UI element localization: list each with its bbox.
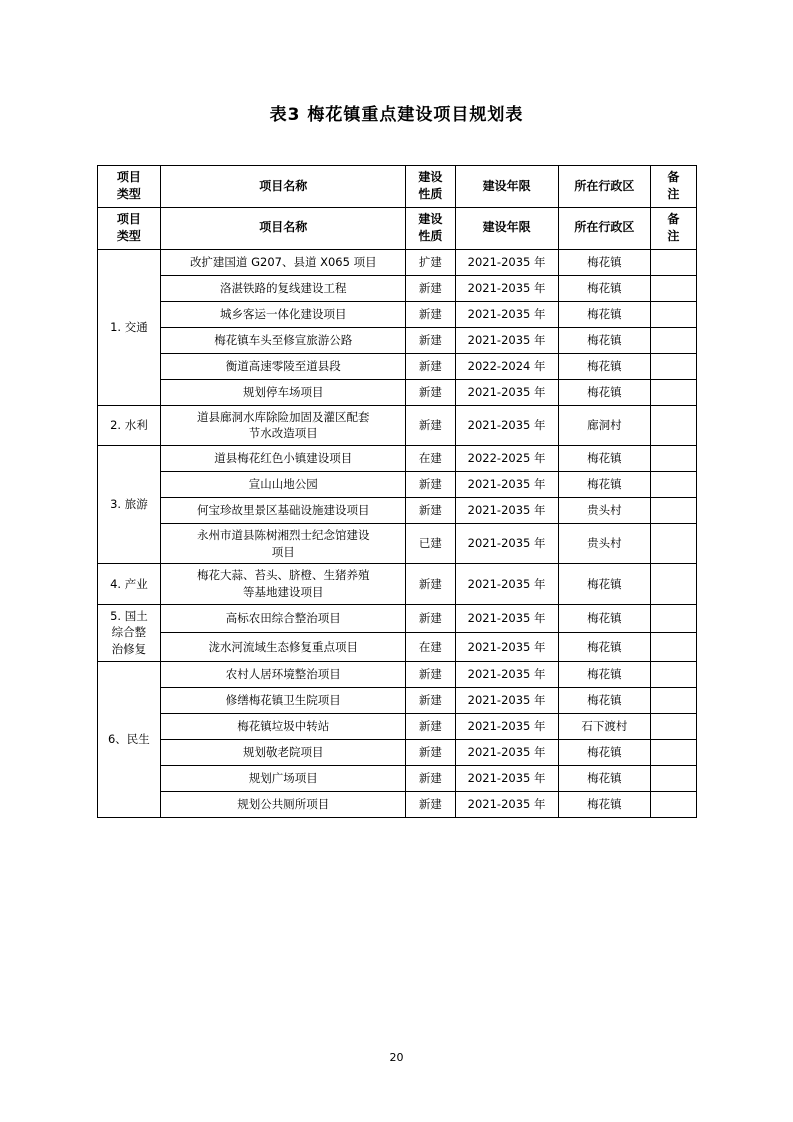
- header-nature: [406, 166, 455, 208]
- cell-region: 梅花镇: [558, 249, 651, 275]
- cell-region: 梅花镇: [558, 791, 651, 817]
- table-row: [97, 739, 696, 765]
- cell-nature: 已建: [406, 523, 455, 563]
- cell-years: 2021-2035 年: [455, 497, 558, 523]
- cell-remark: [651, 275, 696, 301]
- table-row: [97, 379, 696, 405]
- table-row: [97, 713, 696, 739]
- header-project-name: 项目名称: [161, 166, 406, 208]
- cell-nature: 新建: [406, 713, 455, 739]
- cell-nature: 新建: [406, 327, 455, 353]
- cell-years: 2021-2035 年: [455, 739, 558, 765]
- cell-region: 梅花镇: [558, 633, 651, 662]
- cell-region: 梅花镇: [558, 379, 651, 405]
- cell-project-name: 梅花大蒜、苔头、脐橙、生猪养殖 等基地建设项目: [161, 564, 406, 604]
- cell-nature: 新建: [406, 405, 455, 445]
- cell-remark: [651, 405, 696, 445]
- cell-project-name: 规划敬老院项目: [161, 739, 406, 765]
- table-row: [97, 471, 696, 497]
- cell-region: 梅花镇: [558, 604, 651, 633]
- header-project-type-line2: 类型: [116, 187, 141, 202]
- cell-remark: [651, 661, 696, 687]
- cell-region: 梅花镇: [558, 353, 651, 379]
- cell-region: 梅花镇: [558, 687, 651, 713]
- table-header-row-1: [97, 166, 696, 208]
- cell-years: 2021-2035 年: [455, 633, 558, 662]
- header-remark-line1: 备: [667, 170, 680, 184]
- cell-remark: [651, 301, 696, 327]
- cell-project-name: 规划广场项目: [161, 765, 406, 791]
- cell-remark: [651, 604, 696, 633]
- header-remark: [651, 166, 696, 208]
- table-row: [97, 791, 696, 817]
- cell-project-name: 农村人居环境整治项目: [161, 661, 406, 687]
- cell-nature: 新建: [406, 791, 455, 817]
- cell-remark: [651, 791, 696, 817]
- header-nature-repeat-line1: 建设: [418, 211, 443, 226]
- cell-nature: 在建: [406, 633, 455, 662]
- cell-years: 2021-2035 年: [455, 379, 558, 405]
- cell-region: 梅花镇: [558, 661, 651, 687]
- cell-remark: [651, 249, 696, 275]
- cell-project-name: 衡道高速零陵至道县段: [161, 353, 406, 379]
- cell-project-name: 道县梅花红色小镇建设项目: [161, 445, 406, 471]
- cell-remark: [651, 713, 696, 739]
- header-project-type: [97, 166, 161, 208]
- cell-nature: 新建: [406, 604, 455, 633]
- page-number: 20: [389, 1051, 404, 1064]
- cell-remark: [651, 471, 696, 497]
- header-region: 所在行政区: [558, 166, 651, 208]
- cell-years: 2021-2035 年: [455, 604, 558, 633]
- header-project-name-repeat: 项目名称: [161, 207, 406, 249]
- table-row: [97, 604, 696, 633]
- cell-project-name: 修缮梅花镇卫生院项目: [161, 687, 406, 713]
- cell-nature: 新建: [406, 687, 455, 713]
- cell-remark: [651, 739, 696, 765]
- header-project-type-line1: 项目: [116, 170, 141, 184]
- cell-remark: [651, 633, 696, 662]
- cell-project-type: 6、民生: [97, 661, 161, 817]
- cell-remark: [651, 497, 696, 523]
- header-nature-repeat: [406, 207, 455, 249]
- cell-nature: 新建: [406, 661, 455, 687]
- cell-region: 梅花镇: [558, 445, 651, 471]
- cell-region: 石下渡村: [558, 713, 651, 739]
- table-header-row-2: [97, 207, 696, 249]
- cell-project-name: 高标农田综合整治项目: [161, 604, 406, 633]
- cell-project-name: 何宝珍故里景区基础设施建设项目: [161, 497, 406, 523]
- cell-project-name: 永州市道县陈树湘烈士纪念馆建设 项目: [161, 523, 406, 563]
- header-nature-line2: 性质: [418, 187, 443, 202]
- table-row: [97, 523, 696, 563]
- header-years: 建设年限: [455, 166, 558, 208]
- construction-plan-table: [97, 165, 697, 818]
- cell-project-name: 道县廊洞水库除险加固及灌区配套 节水改造项目: [161, 405, 406, 445]
- cell-years: 2021-2035 年: [455, 765, 558, 791]
- cell-years: 2021-2035 年: [455, 301, 558, 327]
- header-nature-line1: 建设: [418, 170, 443, 184]
- header-remark-repeat-line1: 备: [667, 211, 680, 226]
- header-years-repeat: 建设年限: [455, 207, 558, 249]
- cell-region: 梅花镇: [558, 739, 651, 765]
- cell-remark: [651, 445, 696, 471]
- cell-region: 梅花镇: [558, 471, 651, 497]
- table-header: [97, 166, 696, 250]
- cell-remark: [651, 353, 696, 379]
- cell-years: 2021-2035 年: [455, 523, 558, 563]
- cell-region: 梅花镇: [558, 275, 651, 301]
- cell-years: 2021-2035 年: [455, 791, 558, 817]
- cell-nature: 新建: [406, 739, 455, 765]
- cell-years: 2021-2035 年: [455, 687, 558, 713]
- cell-nature: 新建: [406, 301, 455, 327]
- cell-project-type: 4. 产业: [97, 564, 161, 604]
- cell-nature: 新建: [406, 275, 455, 301]
- cell-project-name: 改扩建国道 G207、县道 X065 项目: [161, 249, 406, 275]
- page-title: 表3 梅花镇重点建设项目规划表: [269, 105, 524, 125]
- plan-table-wrapper: [97, 165, 697, 818]
- cell-nature: 在建: [406, 445, 455, 471]
- cell-remark: [651, 327, 696, 353]
- cell-region: 梅花镇: [558, 765, 651, 791]
- cell-project-name: 泷水河流域生态修复重点项目: [161, 633, 406, 662]
- cell-region: 梅花镇: [558, 564, 651, 604]
- cell-remark: [651, 564, 696, 604]
- header-project-type-repeat-line1: 项目: [116, 211, 141, 226]
- cell-project-name: 洛湛铁路的复线建设工程: [161, 275, 406, 301]
- header-remark-repeat-line2: 注: [667, 229, 680, 244]
- cell-years: 2022-2025 年: [455, 445, 558, 471]
- cell-nature: 新建: [406, 765, 455, 791]
- header-project-type-repeat-line2: 类型: [116, 229, 141, 244]
- table-row: [97, 687, 696, 713]
- table-row: [97, 249, 696, 275]
- cell-project-name: 规划公共厕所项目: [161, 791, 406, 817]
- table-row: [97, 405, 696, 445]
- cell-nature: 新建: [406, 353, 455, 379]
- header-project-type-repeat: [97, 207, 161, 249]
- table-row: [97, 497, 696, 523]
- cell-nature: 新建: [406, 379, 455, 405]
- cell-project-type: 5. 国土 综合整 治修复: [97, 604, 161, 661]
- header-remark-repeat: [651, 207, 696, 249]
- cell-remark: [651, 765, 696, 791]
- cell-project-name: 规划停车场项目: [161, 379, 406, 405]
- header-remark-line2: 注: [667, 187, 680, 202]
- table-row: [97, 353, 696, 379]
- cell-years: 2021-2035 年: [455, 327, 558, 353]
- table-body: [97, 249, 696, 817]
- cell-region: 贵头村: [558, 523, 651, 563]
- cell-years: 2022-2024 年: [455, 353, 558, 379]
- cell-project-name: 梅花镇车头至修宣旅游公路: [161, 327, 406, 353]
- header-region-repeat: 所在行政区: [558, 207, 651, 249]
- cell-years: 2021-2035 年: [455, 713, 558, 739]
- table-row: [97, 765, 696, 791]
- table-row: [97, 275, 696, 301]
- cell-years: 2021-2035 年: [455, 564, 558, 604]
- cell-remark: [651, 523, 696, 563]
- cell-project-type: 1. 交通: [97, 249, 161, 405]
- cell-years: 2021-2035 年: [455, 275, 558, 301]
- table-row: [97, 445, 696, 471]
- cell-nature: 新建: [406, 471, 455, 497]
- cell-nature: 新建: [406, 497, 455, 523]
- table-row: [97, 633, 696, 662]
- cell-remark: [651, 379, 696, 405]
- cell-region: 梅花镇: [558, 301, 651, 327]
- table-row: [97, 564, 696, 604]
- cell-project-name: 梅花镇垃圾中转站: [161, 713, 406, 739]
- cell-years: 2021-2035 年: [455, 249, 558, 275]
- table-row: [97, 301, 696, 327]
- cell-project-name: 城乡客运一体化建设项目: [161, 301, 406, 327]
- cell-remark: [651, 687, 696, 713]
- header-nature-repeat-line2: 性质: [418, 229, 443, 244]
- cell-project-type: 3. 旅游: [97, 445, 161, 563]
- cell-years: 2021-2035 年: [455, 405, 558, 445]
- cell-years: 2021-2035 年: [455, 471, 558, 497]
- cell-years: 2021-2035 年: [455, 661, 558, 687]
- table-row: [97, 327, 696, 353]
- cell-project-type: 2. 水利: [97, 405, 161, 445]
- cell-region: 廊洞村: [558, 405, 651, 445]
- cell-region: 梅花镇: [558, 327, 651, 353]
- cell-nature: 扩建: [406, 249, 455, 275]
- cell-region: 贵头村: [558, 497, 651, 523]
- cell-project-name: 宣山山地公园: [161, 471, 406, 497]
- table-row: [97, 661, 696, 687]
- cell-nature: 新建: [406, 564, 455, 604]
